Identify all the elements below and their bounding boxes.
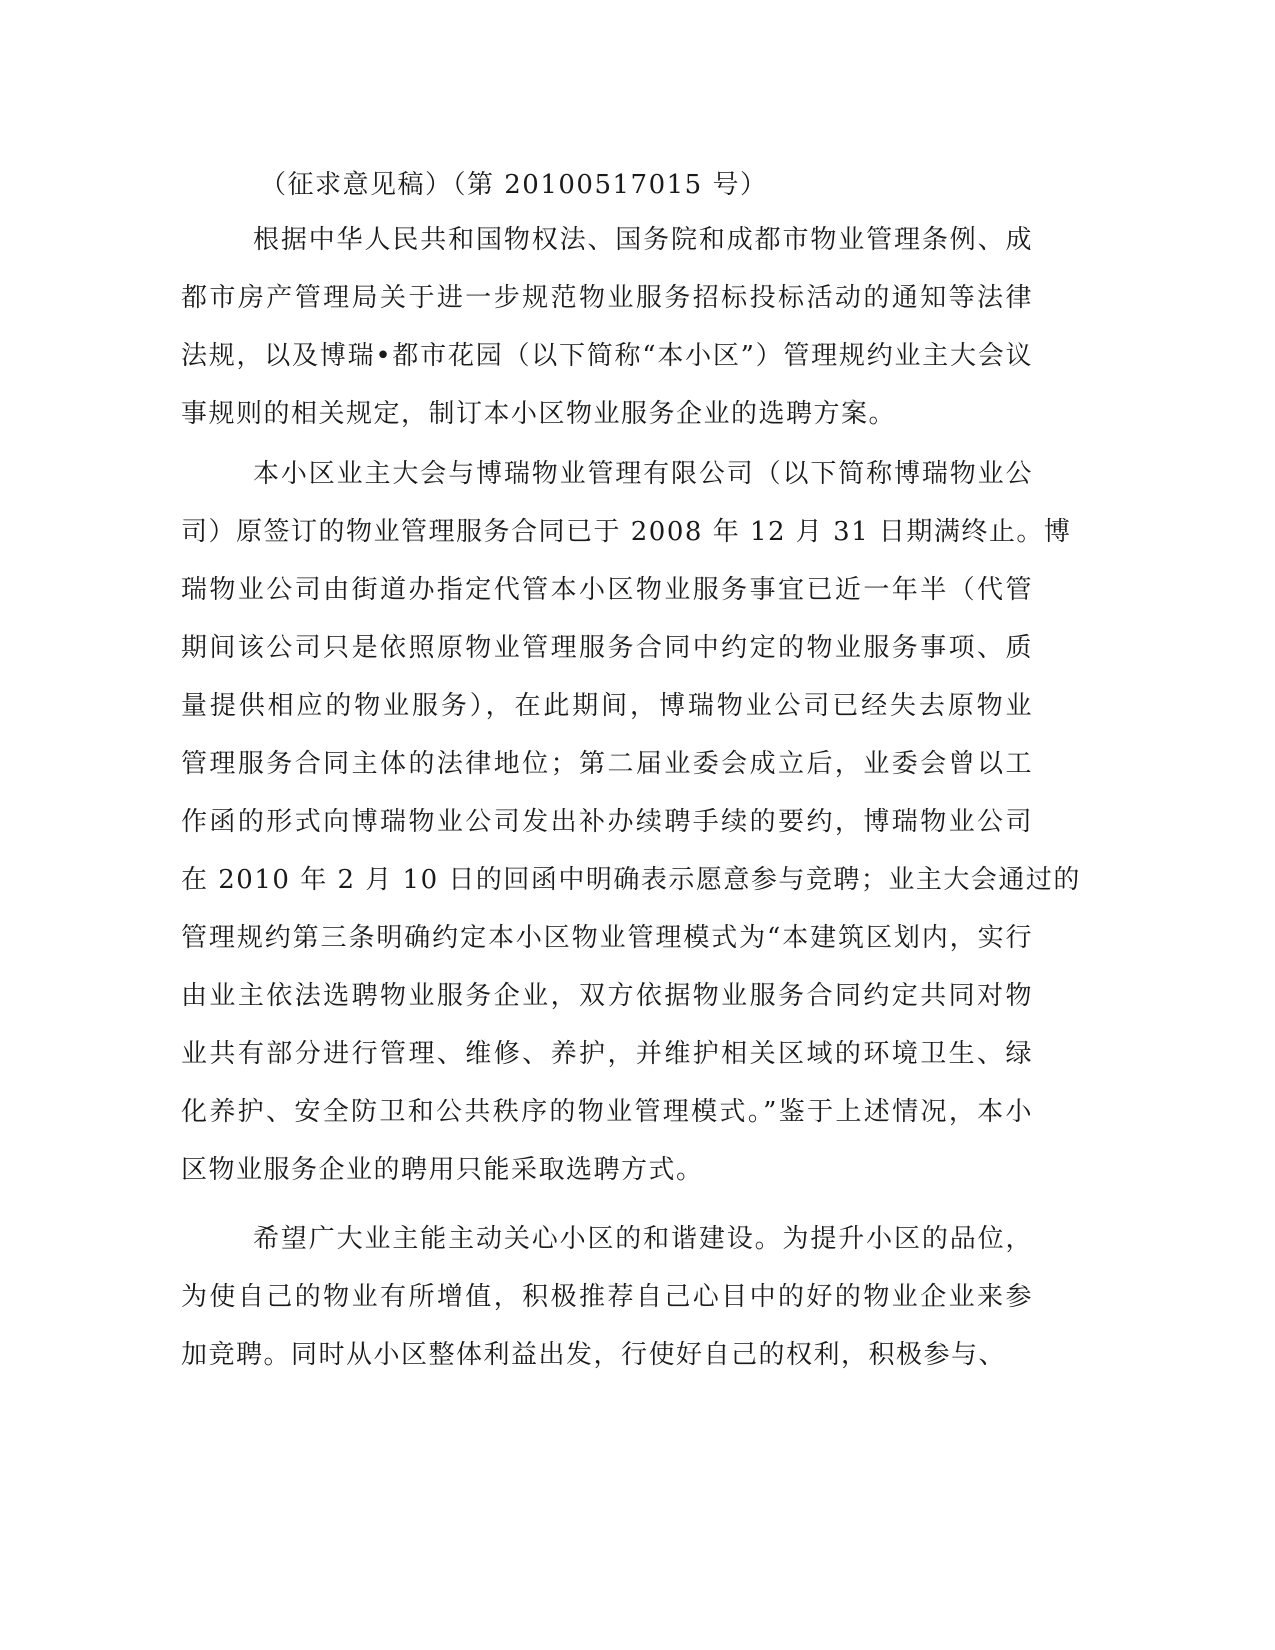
paragraph-line: 希望广大业主能主动关心小区的和谐建设。为提升小区的品位， — [253, 1224, 1033, 1254]
paragraph-line: 加竞聘。同时从小区整体利益出发，行使好自己的权利，积极参与、 — [181, 1340, 1007, 1370]
paragraph-line: 管理服务合同主体的法律地位；第二届业委会成立后，业委会曾以工 — [181, 749, 1033, 779]
document-subtitle: （征求意见稿）（第 20100517015 号） — [260, 170, 768, 200]
paragraph-2 — [181, 445, 1081, 1199]
paragraph-line: 量提供相应的物业服务），在此期间，博瑞物业公司已经失去原物业 — [181, 691, 1033, 721]
paragraph-line: 业共有部分进行管理、维修、养护，并维护相关区域的环境卫生、绿 — [181, 1039, 1033, 1069]
paragraph-line: 法规，以及博瑞•都市花园（以下简称“本小区”）管理规约业主大会议 — [181, 341, 1033, 371]
paragraph-line: 作函的形式向博瑞物业公司发出补办续聘手续的要约，博瑞物业公司 — [181, 807, 1033, 837]
paragraph-line: 为使自己的物业有所增值，积极推荐自己心目中的好的物业企业来参 — [181, 1282, 1033, 1312]
paragraph-line: 区物业服务企业的聘用只能采取选聘方式。 — [181, 1155, 704, 1185]
paragraph-line: 都市房产管理局关于进一步规范物业服务招标投标活动的通知等法律 — [181, 283, 1033, 313]
paragraph-line: 由业主依法选聘物业服务企业，双方依据物业服务合同约定共同对物 — [181, 981, 1033, 1011]
paragraph-line: 瑞物业公司由街道办指定代管本小区物业服务事宜已近一年半（代管 — [181, 575, 1033, 605]
paragraph-line: 期间该公司只是依照原物业管理服务合同中约定的物业服务事项、质 — [181, 633, 1033, 663]
paragraph-line: 事规则的相关规定，制订本小区物业服务企业的选聘方案。 — [181, 399, 897, 429]
paragraph-line: 本小区业主大会与博瑞物业管理有限公司（以下简称博瑞物业公 — [253, 459, 1033, 489]
paragraph-1 — [181, 211, 1033, 443]
paragraph-line: 在 2010 年 2 月 10 日的回函中明确表示愿意参与竞聘；业主大会通过的 — [181, 865, 1081, 895]
paragraph-3 — [181, 1210, 1033, 1384]
paragraph-line: 司）原签订的物业管理服务合同已于 2008 年 12 月 31 日期满终止。博 — [181, 517, 1072, 547]
paragraph-line: 根据中华人民共和国物权法、国务院和成都市物业管理条例、成 — [253, 225, 1033, 255]
paragraph-line: 管理规约第三条明确约定本小区物业管理模式为“本建筑区划内，实行 — [181, 923, 1033, 953]
paragraph-line: 化养护、安全防卫和公共秩序的物业管理模式。”鉴于上述情况，本小 — [181, 1097, 1033, 1127]
